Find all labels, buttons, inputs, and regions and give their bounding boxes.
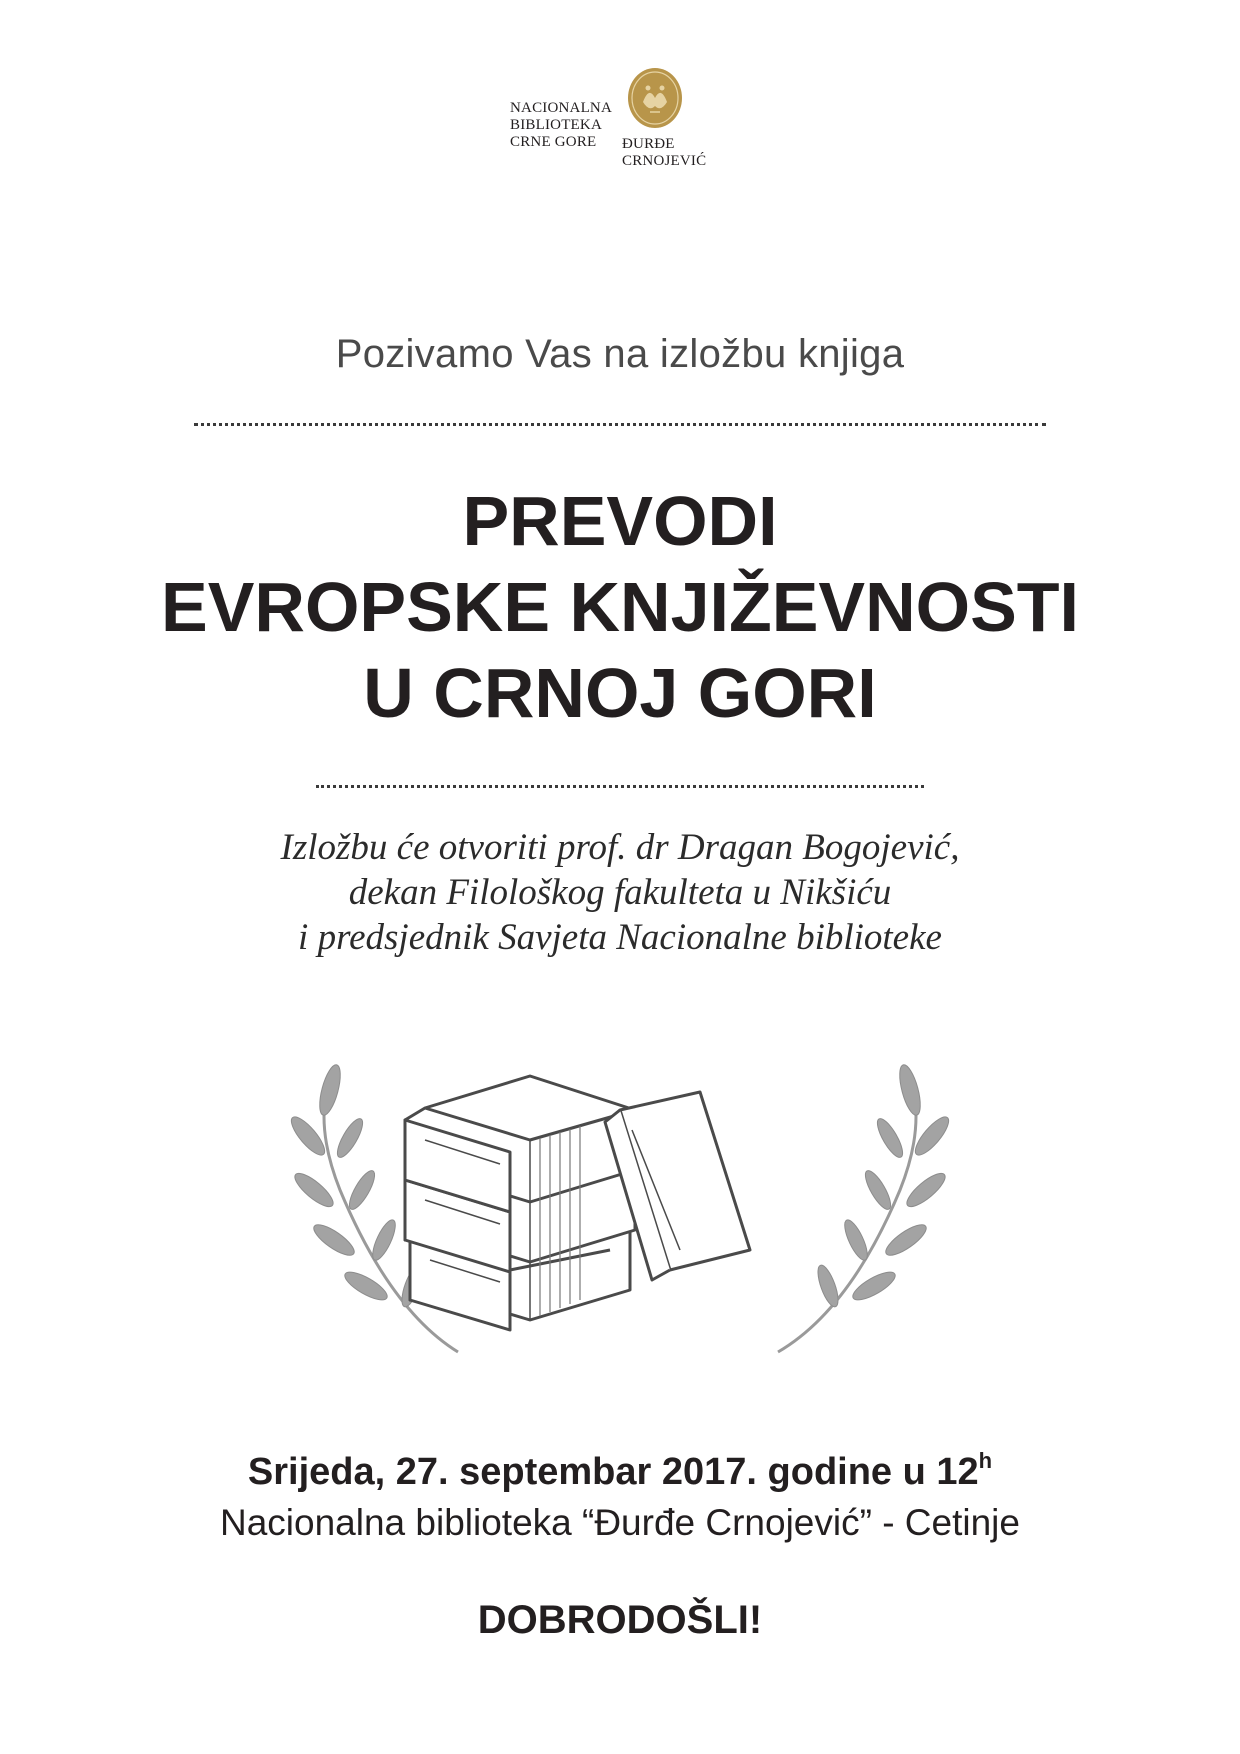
welcome-text: DOBRODOŠLI! <box>477 1598 763 1642</box>
logo-text-left <box>510 100 612 151</box>
opener-line: i predsjednik Savjeta Nacionalne biblioteke <box>298 917 942 958</box>
event-time-suffix: h <box>978 1448 993 1473</box>
logo-line: CRNE GORE <box>510 134 597 150</box>
title-line: EVROPSKE KNJIŽEVNOSTI <box>161 568 1079 646</box>
dotted-divider <box>194 423 1046 426</box>
event-date-text: Srijeda, 27. septembar 2017. godine u 12 <box>247 1451 979 1493</box>
opener-line: dekan Filološkog fakulteta u Nikšiću <box>348 872 892 913</box>
dotted-divider <box>316 785 924 788</box>
opener-text <box>0 825 1240 960</box>
library-seal-icon <box>626 66 684 130</box>
title-line: PREVODI <box>462 482 778 560</box>
logo-line: ĐURĐE <box>622 136 675 152</box>
title-line: U CRNOJ GORI <box>363 654 877 732</box>
laurel-branch-right-icon <box>778 1063 954 1352</box>
logo-text-right <box>622 136 706 170</box>
opener-line: Izložbu će otvoriti prof. dr Dragan Bogojević, <box>280 827 960 868</box>
exhibition-title <box>0 478 1240 736</box>
event-venue: Nacionalna biblioteka “Đurđe Crnojević” - Cetinje <box>220 1502 1020 1543</box>
logo-line: BIBLIOTEKA <box>510 117 602 133</box>
books-illustration <box>280 1040 960 1360</box>
logo-line: NACIONALNA <box>510 100 612 116</box>
event-date <box>0 1448 1240 1494</box>
logo-line: CRNOJEVIĆ <box>622 153 707 169</box>
invitation-text: Pozivamo Vas na izložbu knjiga <box>335 332 905 376</box>
books-stack-icon <box>405 1076 750 1330</box>
